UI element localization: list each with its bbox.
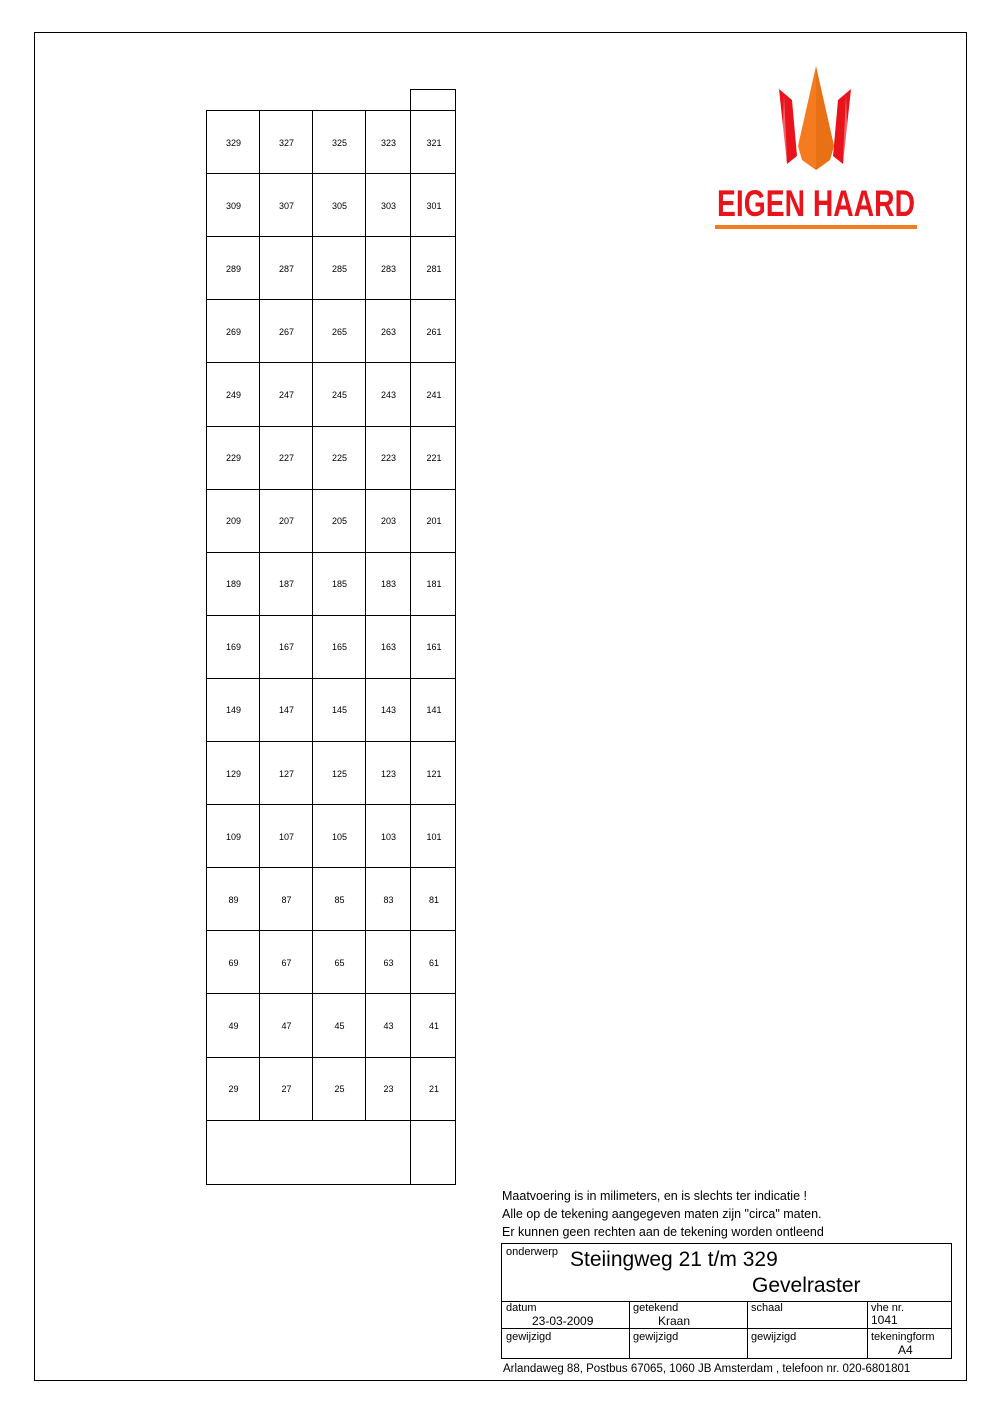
eigen-haard-logo [712, 64, 922, 234]
unit-number-cell: 209 [225, 516, 242, 527]
unit-number-cell: 103 [380, 831, 397, 842]
drawing-title: Steiingweg 21 t/m 329 [570, 1248, 778, 1271]
drawing-subtitle: Gevelraster [752, 1274, 861, 1297]
unit-number-cell: 163 [380, 642, 397, 653]
vhe-label: vhe nr. [871, 1302, 905, 1314]
unit-number-cell: 47 [281, 1020, 292, 1031]
unit-number-cell: 109 [225, 831, 242, 842]
unit-number-cell: 325 [331, 137, 348, 148]
unit-number-cell: 161 [426, 642, 442, 653]
unit-number-cell: 165 [331, 642, 348, 653]
getekend-value: Kraan [658, 1314, 691, 1328]
unit-number-cell: 207 [278, 516, 295, 527]
unit-number-cell: 327 [278, 137, 295, 148]
unit-number-cell: 25 [334, 1084, 345, 1095]
unit-number-cell: 87 [281, 894, 292, 905]
unit-number-cell: 309 [225, 200, 242, 211]
unit-number-cell: 189 [225, 579, 242, 590]
unit-number-cell: 265 [331, 326, 348, 337]
unit-number-cell: 307 [278, 200, 295, 211]
unit-number-cell: 269 [225, 326, 242, 337]
unit-number-cell: 143 [380, 705, 397, 716]
title-block [501, 1243, 952, 1359]
datum-value: 23-03-2009 [532, 1314, 594, 1328]
unit-number-cell: 287 [278, 263, 295, 274]
unit-number-cell: 121 [426, 768, 442, 779]
unit-number-cell: 227 [278, 453, 295, 464]
unit-number-cell: 321 [426, 137, 442, 148]
unit-number-cell: 147 [278, 705, 295, 716]
unit-number-cell: 127 [278, 768, 295, 779]
unit-number-cell: 63 [383, 957, 394, 968]
unit-number-cell: 105 [331, 831, 348, 842]
logo-text: EIGEN HAARD [717, 183, 915, 224]
unit-number-cell: 223 [380, 453, 397, 464]
gewijzigd-label-2: gewijzigd [633, 1331, 679, 1343]
vhe-value: 1041 [871, 1313, 898, 1327]
unit-number-cell: 43 [383, 1020, 394, 1031]
unit-number-cell: 245 [331, 389, 348, 400]
unit-number-cell: 289 [225, 263, 242, 274]
unit-number-cell: 27 [281, 1084, 292, 1095]
note-line-2: Alle op de tekening aangegeven maten zijn "circa" maten. [502, 1207, 822, 1221]
unit-number-cell: 249 [225, 389, 242, 400]
unit-number-cell: 247 [278, 389, 295, 400]
unit-number-cell: 205 [331, 516, 348, 527]
unit-number-cell: 61 [428, 957, 439, 968]
unit-number-cell: 89 [228, 894, 239, 905]
unit-number-cell: 203 [380, 516, 397, 527]
unit-number-cell: 229 [225, 453, 242, 464]
unit-number-cell: 65 [334, 957, 345, 968]
unit-number-cell: 303 [380, 200, 397, 211]
unit-number-cell: 285 [331, 263, 348, 274]
unit-number-cell: 145 [331, 705, 348, 716]
unit-number-cell: 301 [426, 200, 442, 211]
unit-number-cell: 125 [331, 768, 348, 779]
top-extension-box [410, 89, 456, 111]
gewijzigd-label-3: gewijzigd [751, 1331, 797, 1343]
logo-flame-icon [712, 64, 922, 234]
unit-number-cell: 323 [380, 137, 397, 148]
unit-number-cell: 225 [331, 453, 348, 464]
unit-number-cell: 263 [380, 326, 397, 337]
unit-number-cell: 183 [380, 579, 397, 590]
unit-number-cell: 221 [426, 453, 442, 464]
unit-number-cell: 85 [334, 894, 345, 905]
drawing-frame [34, 32, 967, 1381]
tekeningform-label: tekeningform [871, 1331, 935, 1343]
note-line-3: Er kunnen geen rechten aan de tekening worden ontleend [502, 1225, 824, 1239]
grid-row-line [207, 1120, 455, 1121]
unit-number-cell: 305 [331, 200, 348, 211]
unit-number-cell: 41 [428, 1020, 439, 1031]
getekend-label: getekend [633, 1302, 679, 1314]
schaal-label: schaal [751, 1302, 783, 1314]
unit-number-cell: 169 [225, 642, 242, 653]
unit-number-cell: 281 [426, 263, 442, 274]
note-line-1: Maatvoering is in milimeters, en is slechts ter indicatie ! [502, 1189, 807, 1203]
unit-number-cell: 29 [228, 1084, 239, 1095]
unit-number-cell: 49 [228, 1020, 239, 1031]
unit-number-cell: 329 [225, 137, 242, 148]
unit-number-cell: 149 [225, 705, 242, 716]
tekeningform-value: A4 [898, 1343, 913, 1357]
unit-number-cell: 83 [383, 894, 394, 905]
unit-number-cell: 181 [426, 579, 442, 590]
unit-number-cell: 267 [278, 326, 295, 337]
unit-number-cell: 141 [426, 705, 442, 716]
unit-number-cell: 23 [383, 1084, 394, 1095]
unit-number-cell: 261 [426, 326, 442, 337]
unit-number-cell: 45 [334, 1020, 345, 1031]
unit-number-cell: 283 [380, 263, 397, 274]
facade-grid [206, 110, 456, 1185]
unit-number-cell: 81 [428, 894, 439, 905]
unit-number-cell: 201 [426, 516, 442, 527]
unit-number-cell: 243 [380, 389, 397, 400]
gewijzigd-label-1: gewijzigd [506, 1331, 552, 1343]
unit-number-cell: 107 [278, 831, 295, 842]
unit-number-cell: 185 [331, 579, 348, 590]
company-address: Arlandaweg 88, Postbus 67065, 1060 JB Amsterdam , telefoon nr. 020-6801801 [503, 1363, 911, 1375]
unit-number-cell: 21 [428, 1084, 439, 1095]
unit-number-cell: 123 [380, 768, 397, 779]
unit-number-cell: 129 [225, 768, 242, 779]
unit-number-cell: 67 [281, 957, 292, 968]
onderwerp-label: onderwerp [506, 1246, 558, 1258]
unit-number-cell: 241 [426, 389, 442, 400]
unit-number-cell: 69 [228, 957, 239, 968]
unit-number-cell: 167 [278, 642, 295, 653]
unit-number-cell: 101 [426, 831, 442, 842]
unit-number-cell: 187 [278, 579, 295, 590]
datum-label: datum [506, 1302, 537, 1314]
